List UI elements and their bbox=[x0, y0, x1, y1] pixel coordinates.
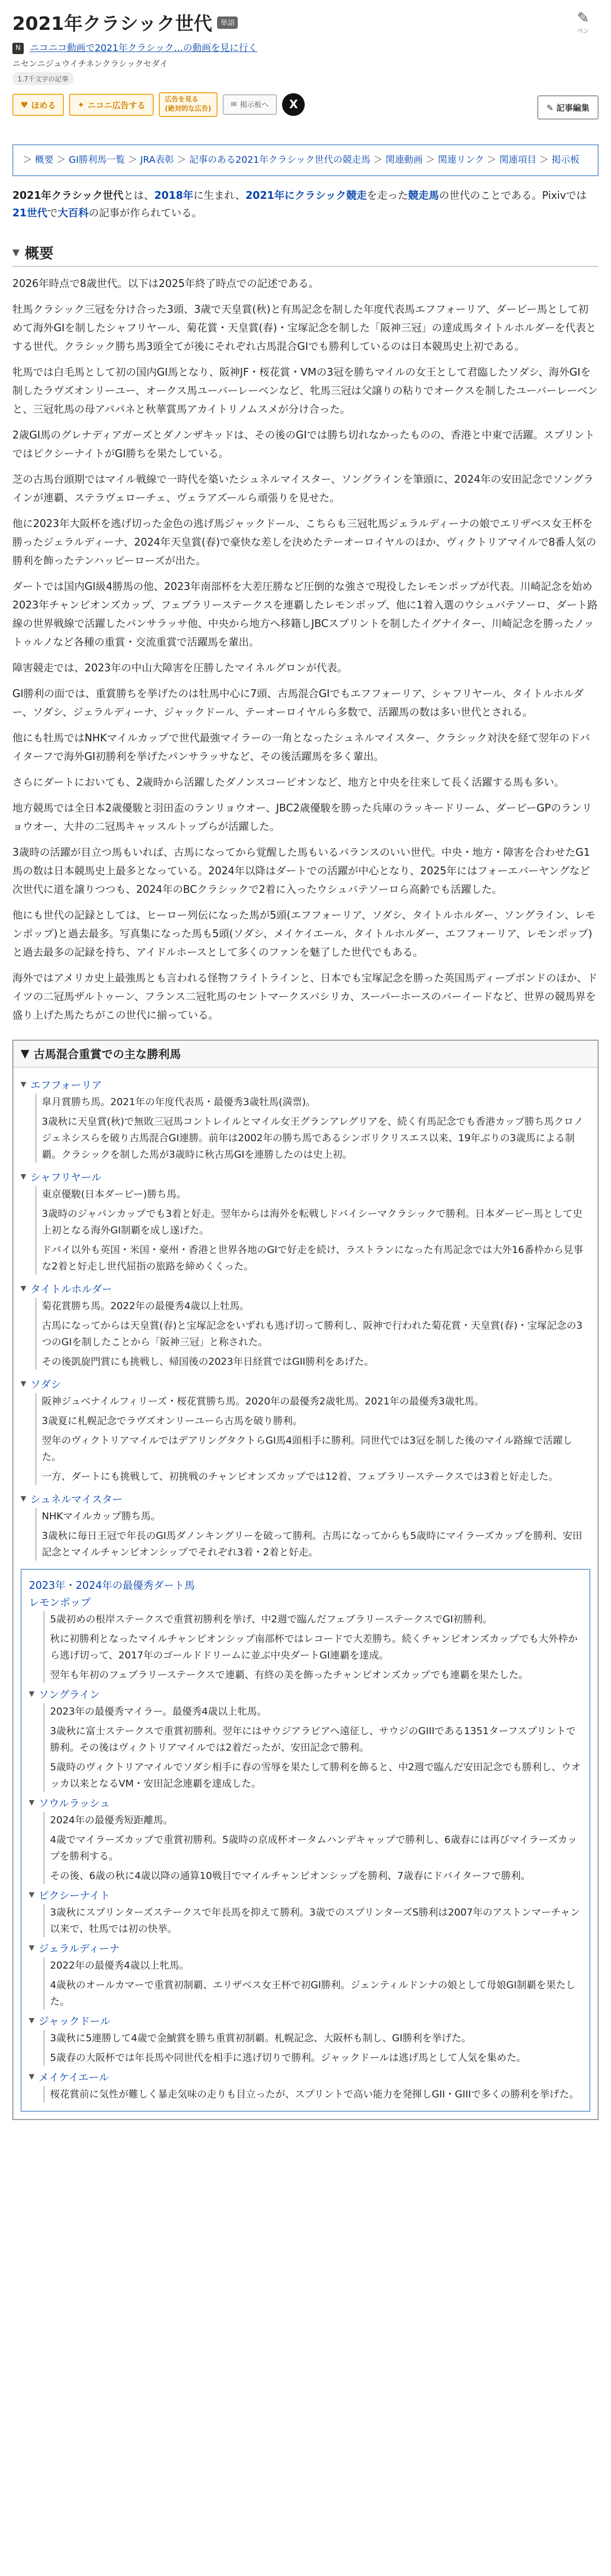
table-of-contents bbox=[12, 144, 599, 176]
list-item: 4歳秋のオールカマーで重賞初制覇、エリザベス女王杯で初GI勝利。ジェンティルドンナの娘として母娘GI制覇を果たした。 bbox=[50, 1979, 576, 2007]
intro-link-21[interactable]: 21世代 bbox=[12, 207, 47, 219]
overview-paragraph: 他に2023年大阪杯を逃げ切った金色の逃げ馬ジャックドール、こちらも三冠牝馬ジェラルディーナの娘でエリザベス女王杯を勝ったジェラルディーナ、2024年天皇賞(春)で豪快な差しを決めたテーオーロイヤルのほか、ヴィクトリアマイルで8番人気の勝利を飾ったテンハッピーローズが出た。 bbox=[12, 517, 597, 567]
toc-sep: ＞ bbox=[128, 155, 140, 165]
article-edit-label: 記事編集 bbox=[556, 103, 589, 113]
collapse-triangle-icon: ▼ bbox=[21, 1494, 26, 1503]
intro-paragraph bbox=[12, 187, 599, 222]
horse-detail-list bbox=[43, 1957, 582, 2010]
horse-heading[interactable] bbox=[21, 1491, 590, 1506]
horse-detail-list bbox=[43, 2086, 582, 2103]
overview-paragraph: 芝の古馬台頭期ではマイル戦線で一時代を築いたシュネルマイスター、ソングラインを筆頭に、2024年の安田記念でソングラインが連覇、ステラヴェローチェ、ヴェラアズールら頑張りを見せた。 bbox=[12, 473, 594, 504]
niconico-video-link[interactable]: ニコニコ動画で2021年クラシック…の動画を見に行く bbox=[29, 43, 258, 54]
like-label: ほめる bbox=[31, 100, 56, 110]
list-item: NHKマイルカップ勝ち馬。 bbox=[42, 1511, 161, 1522]
list-item: 2023年の最優秀マイラー。最優秀4歳以上牝馬。 bbox=[50, 1706, 267, 1717]
list-item: 5歳春の大阪杯では年長馬や同世代を相手に逃げ切りで勝利。ジャックドールは逃げ馬として人気を集めた。 bbox=[50, 2052, 526, 2063]
list-item: 3歳秋に毎日王冠で年長のGI馬ダノンキングリーを破って勝利。古馬になってからも5歳時にマイラーズカップを勝利、安田記念とマイルチャンピオンシップでそれぞれ3着・2着と好走。 bbox=[42, 1530, 583, 1558]
list-item: 3歳秋に天皇賞(秋)で無敗三冠馬コントレイルとマイル女王グランアレグリアを、続く有馬記念でも香港カップ勝ち馬クロノジェネシスらを破り古馬混合GI連勝。前年は2002年の勝ち馬であるシンボリクリスエス以来、19年ぶりの3歳馬による制覇。クラシックを制した馬が3歳時に秋古馬GIを連勝したのは史上初。 bbox=[42, 1116, 584, 1160]
list-item: 3歳時のジャパンカップでも3着と好走。翌年からは海外を転戦しドバイシーマクラシックで勝利。日本ダービー馬として史上初となる海外GI制覇を成し遂げた。 bbox=[42, 1208, 583, 1236]
horse-name: ソングライン bbox=[38, 1688, 100, 1701]
intro-text: で bbox=[47, 207, 58, 219]
overview-paragraph: 他にも世代の記録としては、ヒーロー列伝になった馬が5頭(エフフォーリア、ソダシ、タイトルホルダー、ソングライン、レモンポップ)と過去最多。写真集になった馬も5頭(ソダシ、メイケイエール、タイトルホルダー、エフフォーリア、レモンポップ)と過去最多の記録を持ち、アイドルホースとして多くのファンを魅了した世代でもある。 bbox=[12, 909, 596, 958]
word-badge: 単語 bbox=[217, 16, 238, 29]
toc-sep: ＞ bbox=[373, 155, 386, 165]
list-item: 秋に初勝利となったマイルチャンピオンシップ南部杯ではレコードで大差勝ち。続くチャンピオンズカップでも大外枠から逃げ切って、2017年のゴールドドリームに並ぶ中央ダートGI連覇を達成。 bbox=[50, 1633, 578, 1661]
horse-name: エフフォーリア bbox=[30, 1079, 102, 1091]
horse-heading[interactable] bbox=[21, 1169, 590, 1184]
horse-detail-list bbox=[35, 1508, 590, 1561]
list-item: 5歳時のヴィクトリアマイルでソダシ相手に春の雪辱を果たして勝利を飾ると、中2週で臨んだ安田記念でも勝利し、ウオッカ以来となるVM・安田記念連覇を達成した。 bbox=[50, 1761, 581, 1789]
collapse-triangle-icon: ▼ bbox=[29, 1798, 35, 1807]
horse-heading[interactable] bbox=[21, 1077, 590, 1092]
list-item: 翌年も年初のフェブラリーステークスで連覇、有終の美を飾ったチャンピオンズカップでも連覇を果たした。 bbox=[50, 1669, 529, 1681]
list-item: 阪神ジュベナイルフィリーズ・桜花賞勝ち馬。2020年の最優秀2歳牝馬。2021年の最優秀3歳牝馬。 bbox=[42, 1396, 484, 1407]
overview-paragraph: 障害競走では、2023年の中山大障害を圧勝したマイネルグロンが代表。 bbox=[12, 662, 348, 674]
intro-link-classic[interactable]: 2021年にクラシック競走 bbox=[245, 189, 367, 201]
megaphone-icon: ✦ bbox=[77, 99, 85, 110]
list-item: 皐月賞勝ち馬。2021年の年度代表馬・最優秀3歳牡馬(満票)。 bbox=[42, 1096, 316, 1108]
gi-winners-body bbox=[13, 1067, 598, 2119]
heart-icon: ♥ bbox=[21, 99, 28, 110]
toc-item-videos[interactable]: 関連動画 bbox=[385, 155, 423, 165]
article-edit-button[interactable] bbox=[537, 95, 599, 120]
section-heading-text: 概要 bbox=[24, 245, 54, 262]
page-title-text: 2021年クラシック世代 bbox=[12, 13, 212, 35]
horse-name: ピクシーナイト bbox=[38, 1889, 110, 1902]
toc-item-gi[interactable]: GI勝利馬一覧 bbox=[69, 155, 125, 165]
overview-paragraph: 3歳時の活躍が目立つ馬もいれば、古馬になってから覚醒した馬もいるバランスのいい世代。中央・地方・障害を合わせたG1馬の数は日本競馬史上最多となっている。2024年以降はダートでの活躍が中心となり、2025年にはフォーエバーヤングなど次世代に道を譲りつつも、2024年のBCクラシックで2着に入ったウシュバテソーロら高齢でも活躍した。 bbox=[12, 846, 590, 895]
niconico-ad-button[interactable] bbox=[69, 94, 153, 116]
intro-text: の記事が作られている。 bbox=[88, 207, 202, 219]
toc-sep: ＞ bbox=[425, 155, 438, 165]
horse-heading[interactable] bbox=[29, 1795, 582, 1810]
overview-paragraph: 地方競馬では全日本2歳優駿と羽田盃のランリョウオー、JBC2歳優駿を勝った兵庫のラッキードリーム、ダービーGPのランリョウオー、大井の二冠馬キャッスルトップらが活躍した。 bbox=[12, 802, 592, 833]
horse-heading[interactable] bbox=[29, 1940, 582, 1955]
horse-name: タイトルホルダー bbox=[30, 1283, 112, 1295]
collapse-triangle-icon: ▼ bbox=[29, 2016, 35, 2025]
reading: ニセンニジュウイチネンクラシックセダイ bbox=[12, 59, 168, 69]
list-item: 3歳秋に5連勝して4歳で金鯱賞を勝ち重賞初制覇。札幌記念、大阪杯も制し、GI勝利を挙げた。 bbox=[50, 2032, 471, 2044]
list-item: 2024年の最優秀短距離馬。 bbox=[50, 1815, 173, 1826]
ad-view-button[interactable] bbox=[159, 92, 218, 117]
horse-name: シュネルマイスター bbox=[30, 1493, 123, 1505]
intro-text: に生まれ、 bbox=[193, 189, 246, 201]
chat-icon: ✉ bbox=[230, 100, 237, 109]
horse-heading[interactable] bbox=[29, 2069, 582, 2084]
horse-heading[interactable] bbox=[29, 1686, 582, 1701]
x-share-icon[interactable]: X bbox=[282, 93, 305, 116]
toc-item-related[interactable]: 関連項目 bbox=[499, 155, 537, 165]
horse-detail-list bbox=[35, 1393, 590, 1485]
toc-sep: ＞ bbox=[177, 155, 189, 165]
list-item: ドバイ以外も英国・米国・豪州・香港と世界各地のGIで好走を続け、ラストランになった有馬記念では大外16番枠から見事な2着と好走し世代屈指の旅路を締めくくった。 bbox=[42, 1244, 583, 1272]
action-bar bbox=[12, 92, 599, 117]
overview-paragraph: GI勝利の面では、重賞勝ちを挙げたのは牡馬中心に7頭、古馬混合GIでもエフフォーリア、シャフリヤール、タイトルホルダー、ソダシ、ジェラルディーナ、ジャックドール、テーオーロイヤルら多数で、活躍馬の数は多い世代とされる。 bbox=[12, 687, 584, 718]
overview-paragraph: 牡馬クラシック三冠を分け合った3頭、3歳で天皇賞(秋)と有馬記念を制した年度代表馬エフフォーリア、ダービー馬として初めて海外GIを制したシャフリヤール、菊花賞・天皇賞(春)・宝塚記念を制した「阪神三冠」の達成馬タイトルホルダーを代表とする世代。クラシック勝ち馬3頭全てが後にそれぞれ古馬混合GIでも勝利しているのは日本競馬史上初である。 bbox=[12, 303, 597, 352]
collapse-triangle-icon: ▼ bbox=[12, 247, 20, 258]
gi-winners-heading-text: 古馬混合重賞での主な勝利馬 bbox=[33, 1048, 181, 1061]
toc-item-overview[interactable]: 概要 bbox=[35, 155, 54, 165]
overview-paragraph: 2歳GI馬のグレナディアガーズとダノンザキッドは、その後のGIでは勝ち切れなかったものの、香港と中東で活躍。スプリントではピクシーナイトがGI勝ちを果たしている。 bbox=[12, 429, 595, 460]
intro-text: を走った bbox=[367, 189, 408, 201]
list-item: その後、6歳の秋に4歳以降の通算10戦目でマイルチャンピオンシップを勝利、7歳春にドバイターフで勝利。 bbox=[50, 1870, 531, 1882]
list-item: 東京優駿(日本ダービー)勝ち馬。 bbox=[42, 1189, 187, 1200]
toc-sep: ＞ bbox=[23, 155, 35, 165]
list-item: 3歳秋に富士ステークスで重賞初勝利。翌年にはサウジアラビアへ遠征し、サウジのGIIIである1351ターフスプリントで勝利。その後はヴィクトリアマイルでは2着だったが、安田記念で勝利。 bbox=[50, 1725, 576, 1753]
edit-tool-label: ペン bbox=[576, 27, 589, 35]
horse-detail-list bbox=[43, 1611, 582, 1683]
intro-text: の世代のことである。Pixivでは bbox=[439, 189, 587, 201]
toc-item-horses[interactable]: 記事のある2021年クラシック世代の競走馬 bbox=[189, 155, 371, 165]
dirt-champion-title: 2023年・2024年の最優秀ダート馬 bbox=[29, 1579, 195, 1591]
toc-sep: ＞ bbox=[56, 155, 69, 165]
list-item: 4歳でマイラーズカップで重賞初勝利。5歳時の京成杯オータムハンデキャップで勝利し、6歳春には再びマイラーズカップを勝利する。 bbox=[50, 1834, 577, 1862]
intro-link-horse[interactable]: 競走馬 bbox=[408, 189, 439, 201]
toc-sep: ＞ bbox=[539, 155, 552, 165]
horse-heading[interactable] bbox=[21, 1281, 590, 1296]
horse-detail-list bbox=[35, 1094, 590, 1163]
niconico-video-link-row bbox=[12, 41, 599, 54]
horse-detail-list bbox=[43, 1703, 582, 1792]
toc-item-jra[interactable]: JRA表彰 bbox=[140, 155, 174, 165]
collapse-triangle-icon: ▼ bbox=[29, 1689, 35, 1698]
list-item: 3歳夏に札幌記念でラヴズオンリーユーら古馬を破り勝利。 bbox=[42, 1415, 303, 1427]
list-item: 3歳秋にスプリンターズステークスで年長馬を抑えて勝利。3歳でのスプリンターズS勝利は2007年のアストンマーチャン以来で、牡馬では初の快挙。 bbox=[50, 1907, 580, 1935]
collapse-triangle-icon: ▼ bbox=[21, 1172, 26, 1181]
horse-detail-list bbox=[35, 1186, 590, 1275]
collapse-triangle-icon: ▼ bbox=[21, 1080, 26, 1089]
list-item: 2022年の最優秀4歳以上牝馬。 bbox=[50, 1960, 189, 1971]
niconico-icon: N bbox=[12, 43, 24, 54]
overview-paragraph: 牝馬では白毛馬として初の国内GI馬となり、阪神JF・桜花賞・VMの3冠を勝ちマイルの女王として君臨したソダシ、海外GIを制したラヴズオンリーユー、オークス馬ユーバーレーベンなど、牝馬三冠は父譲りの粘りでオークスを制したユーバーレーベンと、三冠牝馬の母アパパネと秋華賞馬アカイトリノムスメが分け合った。 bbox=[12, 366, 598, 415]
board-button[interactable] bbox=[223, 94, 277, 115]
list-item: 翌年のヴィクトリアマイルではデアリングタクトらGI馬4頭相手に勝利。同世代では3冠を制した後のマイル路線で活躍した。 bbox=[42, 1435, 573, 1463]
list-item: 古馬になってからは天皇賞(春)と宝塚記念をいずれも逃げ切って勝利し、阪神で行われた菊花賞・天皇賞(春)・宝塚記念の3つのGIを制したことから「阪神三冠」と称された。 bbox=[42, 1320, 583, 1348]
overview-paragraph: 海外ではアメリカ史上最強馬とも言われる怪物フライトラインと、日本でも宝塚記念を勝った英国馬ディープボンドのほか、ドイツの二冠馬ザルトゥーン、フランス二冠牝馬のセントマークスバシリカ、スーパーホースのバーイードなど、世界の競馬界を盛り上げた馬たちがこの世代に揃っている。 bbox=[12, 972, 598, 1021]
toc-item-links[interactable]: 関連リンク bbox=[438, 155, 484, 165]
list-item: その後凱旋門賞にも挑戦し、帰国後の2023年日経賞ではGII勝利をあげた。 bbox=[42, 1356, 374, 1367]
horse-detail-list bbox=[43, 1812, 582, 1884]
overview-paragraph: ダートでは国内GI級4勝馬の他、2023年南部杯を大差圧勝など圧倒的な強さで現役したレモンポップが代表。川崎記念を始め2023年チャンピオンズカップ、フェブラリーステークスを連覇したレモンポップ、他に1着入選のウシュバテソーロ、ダート路線の世界戦線で活躍したパンサラッサ他、中央から地方へ移籍しJBCスプリントを制したイグナイター、川崎記念を勝ったノットゥルノなど各種の重賞・交流重賞で活躍馬を輩出。 bbox=[12, 580, 598, 648]
horse-heading[interactable] bbox=[29, 2013, 582, 2028]
overview-paragraph: 2026年時点で8歳世代。以下は2025年終了時点での記述である。 bbox=[12, 277, 319, 290]
horse-name: ソウルラッシュ bbox=[38, 1797, 110, 1809]
list-item: 一方、ダートにも挑戦して、初挑戦のチャンピオンズカップでは12着、フェブラリーステークスでは3着と好走した。 bbox=[42, 1471, 558, 1482]
horse-detail-list bbox=[43, 2030, 582, 2066]
horse-name: ソダシ bbox=[30, 1378, 61, 1391]
article-header bbox=[0, 0, 611, 139]
horse-heading[interactable] bbox=[21, 1376, 590, 1391]
ad-view-label: 広告を見る (絶対的な広告) bbox=[164, 96, 211, 113]
horse-name: レモンポップ bbox=[29, 1596, 91, 1608]
horse-name: ジャックドール bbox=[38, 2015, 110, 2027]
horse-name: メイケイエール bbox=[38, 2071, 109, 2083]
intro-text: とは、 bbox=[123, 189, 155, 201]
page-title bbox=[12, 9, 599, 36]
overview-paragraph: さらにダートにおいても、2歳時から活躍したダノンスコーピオンなど、地方と中央を往来して長く活躍する馬も多い。 bbox=[12, 776, 565, 788]
niconico-ad-label: ニコニ広告する bbox=[87, 100, 145, 110]
dirt-champion-box bbox=[21, 1569, 590, 2112]
intro-link-encyclopedia[interactable]: 大百科 bbox=[57, 207, 89, 219]
collapse-triangle-icon: ▼ bbox=[29, 1943, 35, 1952]
collapse-triangle-icon: ▼ bbox=[21, 1379, 26, 1388]
horse-heading[interactable] bbox=[29, 1887, 582, 1902]
horse-heading[interactable] bbox=[29, 1594, 582, 1609]
pen-icon: ✎ bbox=[577, 9, 589, 26]
gi-winners-heading[interactable] bbox=[13, 1041, 598, 1067]
horse-detail-list bbox=[43, 1904, 582, 1937]
edit-tool[interactable] bbox=[568, 9, 599, 35]
overview-paragraph: 他にも牡馬ではNHKマイルカップで世代最強マイラーの一角となったシュネルマイスター、クラシック対決を経て翌年のドバイターフで海外GI初勝利を挙げたパンサラッサなど、その後活躍馬を多く輩出。 bbox=[12, 732, 590, 762]
collapse-triangle-icon: ▼ bbox=[29, 1890, 35, 1899]
intro-term: 2021年クラシック世代 bbox=[12, 189, 124, 201]
list-item: 菊花賞勝ち馬。2022年の最優秀4歳以上牡馬。 bbox=[42, 1300, 250, 1312]
collapse-triangle-icon: ▼ bbox=[29, 2072, 35, 2081]
collapse-triangle-icon: ▼ bbox=[21, 1284, 26, 1293]
horse-detail-list bbox=[35, 1298, 590, 1370]
list-item: 5歳初めの根岸ステークスで重賞初勝利を挙げ、中2週で臨んだフェブラリーステークスでGI初勝利。 bbox=[50, 1614, 492, 1625]
toc-item-board[interactable]: 掲示板 bbox=[551, 155, 580, 165]
board-label: 掲示板へ bbox=[240, 101, 269, 109]
horse-name: ジェラルディーナ bbox=[38, 1942, 120, 1955]
section-heading-overview[interactable] bbox=[12, 242, 599, 267]
article-length-pill: 1.7千文字の記事 bbox=[12, 72, 74, 85]
like-button[interactable] bbox=[12, 94, 64, 116]
horse-name: シャフリヤール bbox=[30, 1171, 102, 1183]
toc-sep: ＞ bbox=[487, 155, 500, 165]
collapse-triangle-icon: ▼ bbox=[21, 1047, 29, 1060]
edit-icon: ✎ bbox=[547, 103, 556, 113]
list-item: 桜花賞前に気性が難しく暴走気味の走りも目立ったが、スプリントで高い能力を発揮しGII・GIIIで多くの勝利を挙げた。 bbox=[50, 2089, 579, 2100]
intro-link-2018[interactable]: 2018年 bbox=[154, 189, 193, 201]
gi-winners-section bbox=[12, 1040, 599, 2120]
